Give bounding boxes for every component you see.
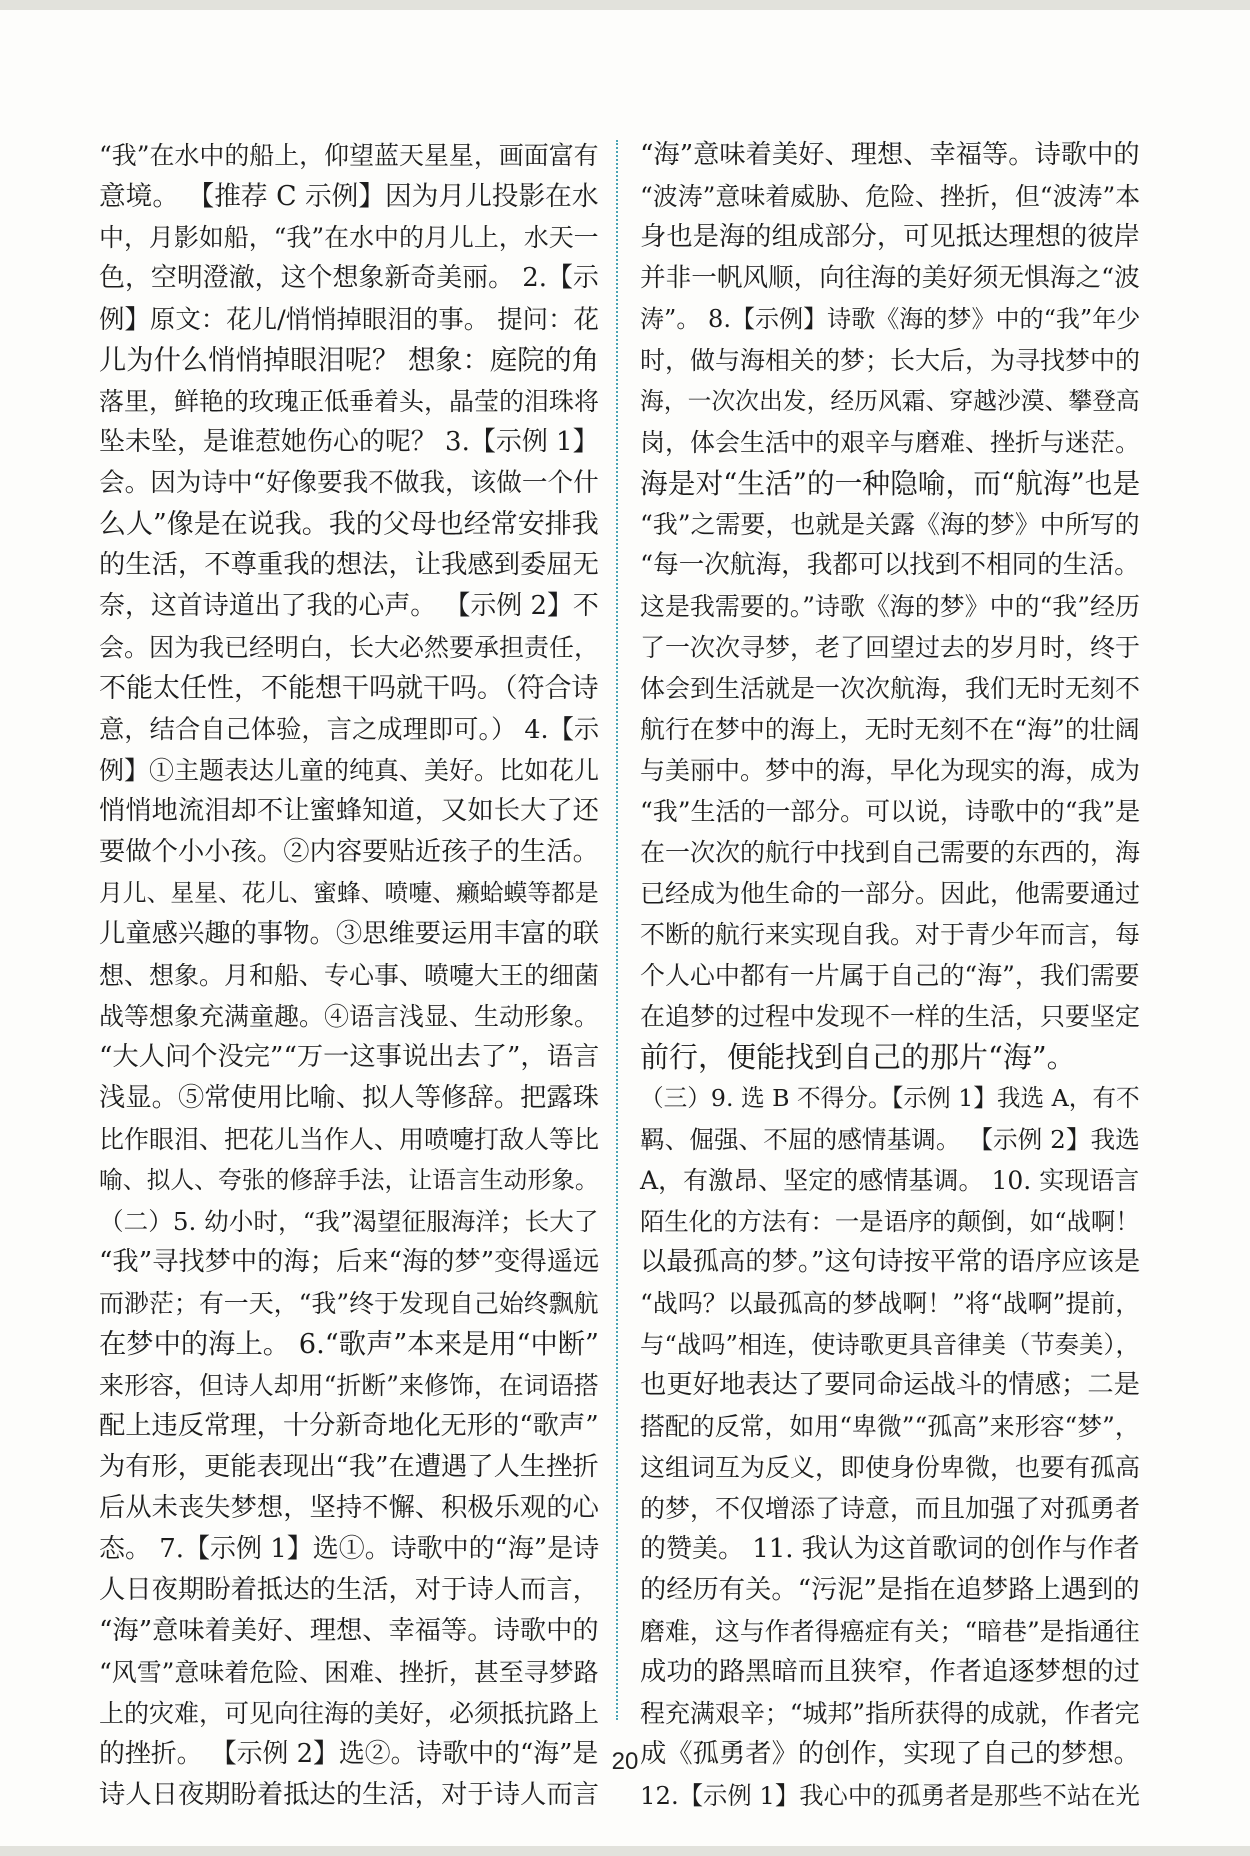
text-line: 浅显。⑤常使用比喻、拟人等修辞。把露珠 (99, 1083, 599, 1113)
text-line: 奈，这首诗道出了我的心声。 【示例 2】不 (99, 591, 599, 621)
text-line: 儿为什么悄悄掉眼泪呢？ 想象：庭院的角 (99, 345, 600, 376)
text-line: 时，做与海相关的梦；长大后，为寻找梦中的 (640, 346, 1141, 375)
text-line: 海，一次次出发，经历风霜、穿越沙漠、攀登高 (640, 387, 1140, 415)
text-line: 磨难，这与作者得癌症有关；“暗巷”是指通往 (640, 1617, 1140, 1646)
text-line: 也更好地表达了要同命运战斗的情感；二是 (640, 1370, 1140, 1400)
text-line: 这是我需要的。”诗歌《海的梦》中的“我”经历 (640, 592, 1140, 621)
text-line: “战吗？以最孤高的梦战啊！”将“战啊”提前， (640, 1289, 1141, 1318)
text-line: 搭配的反常，如用“卑微”“孤高”来形容“梦”， (640, 1412, 1140, 1441)
text-line: 这组词互为反义，即使身份卑微，也要有孤高 (640, 1453, 1141, 1482)
left-text-column (99, 135, 599, 1816)
text-line: 在追梦的过程中发现不一样的生活，只要坚定 (640, 1002, 1141, 1031)
text-line: 12.【示例 1】我心中的孤勇者是那些不站在光 (640, 1781, 1140, 1810)
text-line: 涛”。 8.【示例】诗歌《海的梦》中的“我”年少 (640, 305, 1141, 333)
text-line: 前行，便能找到自己的那片“海”。 (640, 1040, 1076, 1074)
text-line: 的挫折。 【示例 2】选②。诗歌中的“海”是 (99, 1739, 599, 1769)
text-line: 在一次次的航行中找到自己需要的东西的，海 (640, 838, 1141, 867)
text-line: （二）5. 幼小时，“我”渴望征服海洋；长大了 (99, 1207, 599, 1236)
text-line: “我”寻找梦中的海；后来“海的梦”变得遥远 (99, 1247, 600, 1277)
text-line: 后从未丧失梦想，坚持不懈、积极乐观的心 (99, 1493, 599, 1523)
text-line: 为有形，更能表现出“我”在遭遇了人生挫折 (99, 1452, 599, 1482)
text-line: “我”生活的一部分。可以说，诗歌中的“我”是 (640, 797, 1141, 826)
text-line: 喻、拟人、夸张的修辞手法，让语言生动形象。 (99, 1166, 599, 1194)
text-line: 与“战吗”相连，使诗歌更具音律美（节奏美）， (640, 1330, 1140, 1359)
text-line: 坠未坠，是谁惹她伤心的呢？ 3.【示例 1】 (99, 427, 599, 457)
text-line: 上的灾难，可见向往海的美好，必须抵抗路上 (99, 1699, 600, 1728)
text-line: 的赞美。 11. 我认为这首歌词的创作与作者 (640, 1534, 1140, 1564)
text-line: 与美丽中。梦中的海，早化为现实的海，成为 (640, 756, 1141, 785)
text-line: 而渺茫；有一天，“我”终于发现自己始终飘航 (99, 1289, 599, 1318)
text-line: “大人问个没完”“万一这事说出去了”，语言 (99, 1042, 600, 1072)
text-line: 羁、倔强、不屈的感情基调。 【示例 2】我选 (640, 1125, 1140, 1154)
text-line: 的生活，不尊重我的想法，让我感到委屈无 (99, 550, 599, 580)
page-number: 20 (611, 1748, 639, 1775)
text-line: 成功的路黑暗而且狭窄，作者追逐梦想的过 (640, 1657, 1140, 1687)
text-line: 在梦中的海上。 6.“歌声”本来是用“中断” (99, 1329, 599, 1360)
text-line: 会。因为诗中“好像要我不做我，该做一个什 (99, 468, 599, 498)
text-line: 了一次次寻梦，老了回望过去的岁月时，终于 (640, 633, 1141, 662)
text-line: 诗人日夜期盼着抵达的生活，对于诗人而言 (99, 1780, 599, 1810)
text-line: 人日夜期盼着抵达的生活，对于诗人而言， (99, 1575, 599, 1605)
text-line: 成《孤勇者》的创作，实现了自己的梦想。 (640, 1739, 1140, 1769)
text-line: 色，空明澄澈，这个想象新奇美丽。 2.【示 (99, 263, 599, 293)
text-line: 程充满艰辛；“城邦”指所获得的成就，作者完 (640, 1699, 1140, 1728)
scan-edge-bottom (0, 1846, 1250, 1856)
scan-edge-top (0, 0, 1250, 10)
text-line: “每一次航海，我都可以找到不相同的生活。 (640, 550, 1140, 580)
text-line: “我”在水中的船上，仰望蓝天星星，画面富有 (99, 141, 599, 170)
text-line: 来形容，但诗人却用“折断”来修饰，在词语搭 (99, 1371, 599, 1400)
text-line: 儿童感兴趣的事物。③思维要运用丰富的联 (99, 919, 599, 949)
text-line: 要做个小小孩。②内容要贴近孩子的生活。 (99, 837, 599, 867)
text-line: 么人”像是在说我。我的父母也经常安排我 (99, 509, 599, 540)
text-line: 意境。 【推荐 C 示例】因为月儿投影在水 (99, 181, 599, 212)
text-line: 航行在梦中的海上，无时无刻不在“海”的壮阔 (640, 715, 1140, 744)
text-line: 岗，体会生活中的艰辛与磨难、挫折与迷茫。 (640, 428, 1141, 457)
text-line: 海是对“生活”的一种隐喻，而“航海”也是 (640, 467, 1141, 500)
text-line: 陌生化的方法有：一是语序的颠倒，如“战啊！ (640, 1207, 1140, 1236)
text-line: 不断的航行来实现自我。对于青少年而言，每 (640, 920, 1141, 949)
text-line: A，有激昂、坚定的感情基调。 10. 实现语言 (640, 1166, 1140, 1195)
text-line: “风雪”意味着危险、困难、挫折，甚至寻梦路 (99, 1658, 599, 1687)
text-line: 已经成为他生命的一部分。因此，他需要通过 (640, 879, 1141, 908)
text-line: （三）9. 选 B 不得分。【示例 1】我选 A，有不 (640, 1084, 1140, 1112)
text-line: 想、想象。月和船、专心事、喷嚏大王的细菌 (99, 961, 600, 990)
text-line: 配上违反常理，十分新奇地化无形的“歌声” (99, 1411, 599, 1441)
text-line: 落里，鲜艳的玫瑰正低垂着头，晶莹的泪珠将 (99, 387, 600, 416)
text-line: 个人心中都有一片属于自己的“海”，我们需要 (640, 961, 1140, 990)
right-text-column (640, 135, 1140, 1816)
text-line: 体会到生活就是一次次航海，我们无时无刻不 (640, 674, 1141, 703)
text-line: “海”意味着美好、理想、幸福等。诗歌中的 (99, 1616, 599, 1646)
text-line: “我”之需要，也就是关露《海的梦》中所写的 (640, 510, 1140, 539)
text-line: 的梦，不仅增添了诗意，而且加强了对孤勇者 (640, 1494, 1141, 1523)
text-line: 态。 7.【示例 1】选①。诗歌中的“海”是诗 (99, 1534, 600, 1564)
text-line: 并非一帆风顺，向往海的美好须无惧海之“波 (640, 263, 1140, 293)
text-line: 比作眼泪、把花儿当作人、用喷嚏打敌人等比 (99, 1125, 600, 1154)
text-line: 意，结合自己体验，言之成理即可。） 4.【示 (99, 715, 600, 744)
text-line: 身也是海的组成部分，可见抵达理想的彼岸 (640, 222, 1140, 252)
text-line: 悄悄地流泪却不让蜜蜂知道，又如长大了还 (99, 796, 599, 826)
text-line: 会。因为我已经明白，长大必然要承担责任， (99, 633, 600, 662)
text-line: 的经历有关。“污泥”是指在追梦路上遇到的 (640, 1575, 1140, 1605)
text-line: 月儿、星星、花儿、蜜蜂、喷嚏、癞蛤蟆等都是 (99, 879, 599, 907)
text-line: 中，月影如船，“我”在水中的月儿上，水天一 (99, 223, 599, 252)
text-line: 例】原文：花儿/悄悄掉眼泪的事。 提问：花 (99, 304, 599, 334)
text-line: 不能太任性，不能想干吗就干吗。（符合诗 (99, 673, 599, 704)
text-line: 例】①主题表达儿童的纯真、美好。比如花儿 (99, 756, 600, 785)
text-line: “波涛”意味着威胁、危险、挫折，但“波涛”本 (640, 182, 1141, 211)
text-line: 战等想象充满童趣。④语言浅显、生动形象。 (99, 1002, 600, 1031)
text-line: 以最孤高的梦。”这句诗按平常的语序应该是 (640, 1247, 1141, 1277)
text-line: “海”意味着美好、理想、幸福等。诗歌中的 (640, 140, 1140, 170)
column-divider (616, 140, 618, 1720)
